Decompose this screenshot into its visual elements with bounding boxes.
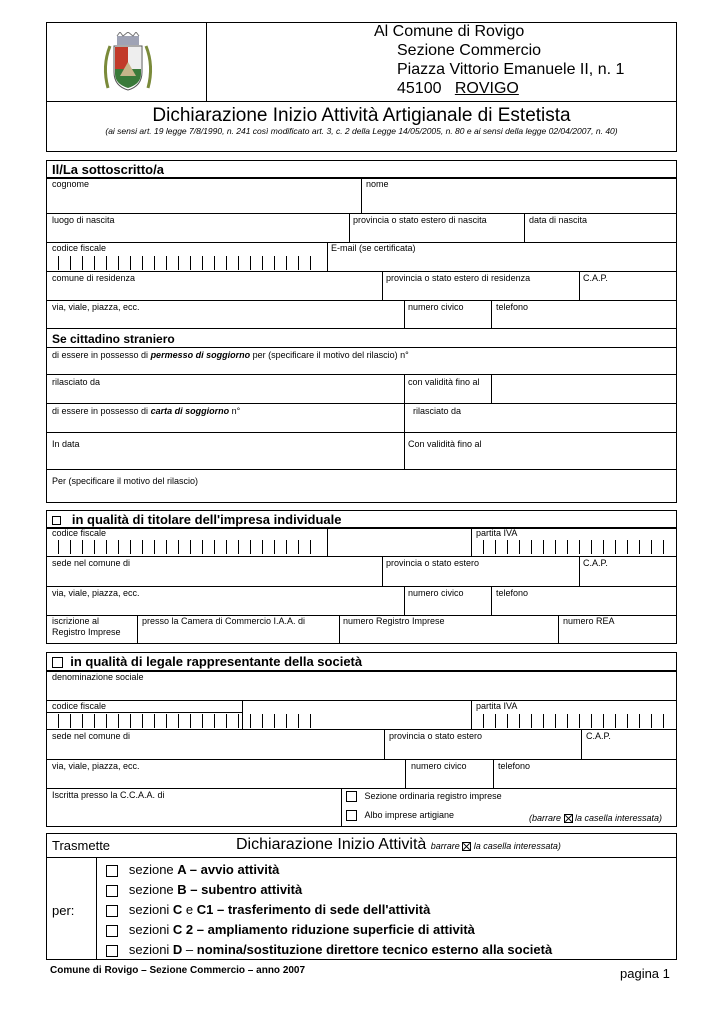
company-partita-iva-boxes[interactable]: [483, 714, 675, 728]
codice-fiscale-label: codice fiscale: [52, 243, 107, 253]
company-provincia-label: provincia o stato estero: [389, 731, 483, 741]
addressee-line-1: Al Comune di Rovigo: [374, 23, 525, 40]
company-partita-iva-label: partita IVA: [476, 701, 518, 711]
sezione-ordinaria-checkbox[interactable]: [346, 791, 357, 802]
individual-via-label: via, viale, piazza, ecc.: [52, 588, 140, 598]
company-codice-fiscale-label: codice fiscale: [52, 701, 107, 711]
option-a-checkbox[interactable]: [106, 865, 118, 877]
individual-cap-input[interactable]: [580, 570, 676, 585]
albo-option[interactable]: Albo imprese artigiane: [346, 810, 454, 821]
cap-label: C.A.P.: [583, 273, 608, 283]
company-checkbox[interactable]: [52, 657, 63, 668]
company-section-title: in qualità di legale rappresentante della società: [52, 654, 362, 669]
rilasciato-da-input[interactable]: [47, 388, 403, 402]
individual-via-input[interactable]: [47, 600, 403, 614]
foreign-citizen-title: Se cittadino straniero: [52, 332, 175, 346]
option-c2-checkbox[interactable]: [106, 925, 118, 937]
rilasciato-da-label: rilasciato da: [52, 377, 101, 387]
per-label: per:: [52, 903, 75, 918]
permesso-label: di essere in possesso di permesso di soggiorno per (specificare il motivo del rilascio) n°: [52, 350, 409, 360]
comune-residenza-label: comune di residenza: [52, 273, 136, 283]
numero-registro-input[interactable]: [340, 628, 557, 643]
individual-provincia-input[interactable]: [383, 570, 578, 585]
option-sezioni-c-c1[interactable]: sezioni C e C1 – trasferimento di sede dell'attività: [106, 902, 430, 917]
permesso-input[interactable]: [47, 362, 676, 374]
option-d-checkbox[interactable]: [106, 945, 118, 957]
rilasciato-da2-label: rilasciato da: [413, 406, 462, 416]
option-sezioni-d[interactable]: sezioni D – nomina/sostituzione direttore tecnico esterno alla società: [106, 942, 552, 957]
provincia-nascita-label: provincia o stato estero di nascita: [353, 215, 487, 225]
legal-reference: (ai sensi art. 19 legge 7/8/1990, n. 241 così modificato art. 3, c. 2 della Legge 14/05/2005, n. 80 e ai sensi della legge 02/04/2007, n. 40): [105, 126, 618, 136]
nome-input[interactable]: [362, 190, 676, 212]
via-input[interactable]: [47, 313, 403, 327]
company-via-label: via, viale, piazza, ecc.: [52, 761, 140, 771]
addressee-cap: 45100: [397, 80, 442, 97]
via-label: via, viale, piazza, ecc.: [52, 302, 140, 312]
camera-commercio-input[interactable]: [138, 628, 338, 643]
denominazione-label: denominazione sociale: [52, 672, 144, 682]
telefono-label: telefono: [496, 302, 529, 312]
trasmette-label: Trasmette: [52, 838, 111, 853]
individual-cap-label: C.A.P.: [583, 558, 608, 568]
company-codice-fiscale-boxes[interactable]: [58, 714, 322, 728]
option-sezione-a[interactable]: sezione A – avvio attività: [106, 862, 279, 877]
option-c-checkbox[interactable]: [106, 905, 118, 917]
numero-civico-label: numero civico: [408, 302, 464, 312]
comune-residenza-input[interactable]: [47, 284, 381, 299]
x-checkbox-icon: [564, 814, 573, 823]
option-sezioni-c2[interactable]: sezioni C 2 – ampliamento riduzione superficie di attività: [106, 922, 475, 937]
codice-fiscale-boxes[interactable]: [58, 256, 322, 270]
cognome-input[interactable]: [47, 190, 360, 212]
telefono-input[interactable]: [492, 313, 676, 327]
company-sede-input[interactable]: [47, 743, 383, 758]
option-sezione-b[interactable]: sezione B – subentro attività: [106, 882, 302, 897]
addressee-line-3: Piazza Vittorio Emanuele II, n. 1: [397, 61, 625, 78]
denominazione-input[interactable]: [47, 684, 676, 699]
individual-checkbox[interactable]: [52, 516, 61, 525]
company-telefono-input[interactable]: [494, 773, 676, 787]
addressee-line-2: Sezione Commercio: [397, 42, 542, 59]
luogo-nascita-input[interactable]: [47, 226, 348, 241]
individual-sede-input[interactable]: [47, 570, 381, 585]
cognome-label: cognome: [52, 179, 90, 189]
motivo-rilascio-input[interactable]: [47, 488, 676, 502]
company-cap-label: C.A.P.: [586, 731, 611, 741]
data-nascita-input[interactable]: [525, 226, 676, 241]
company-cap-input[interactable]: [582, 743, 676, 758]
individual-partita-iva-boxes[interactable]: [483, 540, 675, 554]
company-numero-civico-input[interactable]: [406, 773, 492, 787]
in-data-input[interactable]: [47, 451, 403, 468]
nome-label: nome: [366, 179, 389, 189]
company-via-input[interactable]: [47, 773, 404, 787]
individual-codice-fiscale-label: codice fiscale: [52, 528, 107, 538]
albo-checkbox[interactable]: [346, 810, 357, 821]
provincia-residenza-label: provincia o stato estero di residenza: [386, 273, 531, 283]
numero-civico-input[interactable]: [405, 313, 490, 327]
email-input[interactable]: [328, 255, 676, 270]
in-data-label: In data: [52, 439, 80, 449]
individual-numero-civico-input[interactable]: [405, 600, 490, 614]
sezione-ordinaria-option[interactable]: Sezione ordinaria registro imprese: [346, 791, 502, 802]
declarant-section-title: Il/La sottoscritto/a: [52, 162, 164, 177]
x-checkbox-icon: [462, 842, 471, 851]
company-provincia-input[interactable]: [385, 743, 580, 758]
dichiarazione-title: Dichiarazione Inizio Attività barrare la casella interessata): [236, 836, 561, 853]
individual-provincia-label: provincia o stato estero: [386, 558, 480, 568]
option-b-checkbox[interactable]: [106, 885, 118, 897]
company-telefono-label: telefono: [498, 761, 531, 771]
addressee-city: ROVIGO: [454, 80, 519, 97]
company-sede-label: sede nel comune di: [52, 731, 131, 741]
validita-label: con validità fino al: [408, 377, 480, 387]
rilasciato-da2-input[interactable]: [405, 418, 676, 431]
company-barrare-note: (barrare la casella interessata): [529, 813, 663, 823]
individual-sede-label: sede nel comune di: [52, 558, 131, 568]
coat-of-arms-logo: [100, 32, 156, 96]
cap-input[interactable]: [580, 284, 676, 299]
individual-section-title: in qualità di titolare dell'impresa individuale: [52, 512, 342, 527]
page-number: pagina 1: [620, 966, 670, 981]
numero-rea-input[interactable]: [559, 628, 676, 643]
provincia-nascita-input[interactable]: [350, 226, 523, 241]
carta-soggiorno-label: di essere in possesso di carta di soggiorno n°: [52, 406, 241, 416]
company-numero-civico-label: numero civico: [411, 761, 467, 771]
individual-numero-civico-label: numero civico: [408, 588, 464, 598]
numero-registro-label: numero Registro Imprese: [343, 616, 445, 626]
validita-input[interactable]: [492, 376, 676, 402]
motivo-rilascio-label: Per (specificare il motivo del rilascio): [52, 476, 199, 486]
email-label: E-mail (se certificata): [331, 243, 416, 253]
carta-soggiorno-input[interactable]: [47, 418, 403, 431]
luogo-nascita-label: luogo di nascita: [52, 215, 115, 225]
data-nascita-label: data di nascita: [529, 215, 588, 225]
ccaa-input[interactable]: [47, 802, 340, 826]
camera-commercio-label: presso la Camera di Commercio I.A.A. di: [142, 616, 306, 626]
individual-telefono-input[interactable]: [492, 600, 676, 614]
numero-rea-label: numero REA: [563, 616, 615, 626]
individual-codice-fiscale-boxes[interactable]: [58, 540, 322, 554]
document-title: Dichiarazione Inizio Attività Artigianale di Estetista: [152, 105, 571, 126]
iscrizione-label: iscrizione al Registro Imprese: [52, 616, 121, 637]
validita2-label: Con validità fino al: [408, 439, 482, 449]
ccaa-label: Iscritta presso la C.C.A.A. di: [52, 790, 165, 800]
individual-partita-iva-label: partita IVA: [476, 528, 518, 538]
provincia-residenza-input[interactable]: [383, 284, 578, 299]
footer-left: Comune di Rovigo – Sezione Commercio – anno 2007: [50, 965, 306, 976]
validita2-input[interactable]: [405, 451, 676, 468]
individual-telefono-label: telefono: [496, 588, 529, 598]
